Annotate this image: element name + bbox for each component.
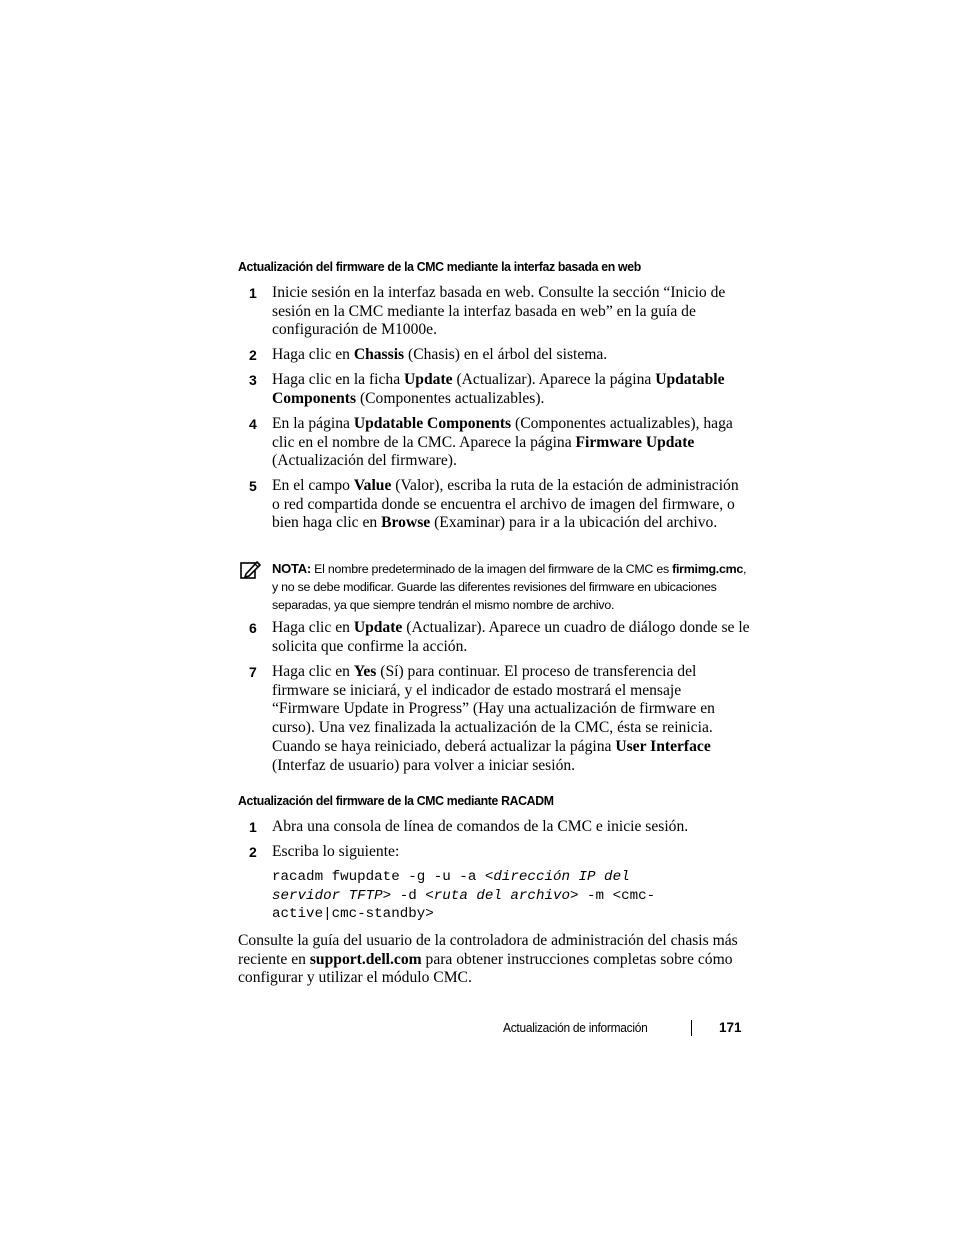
ui-term: Updatable Components [353, 415, 512, 432]
footer-divider [691, 1020, 692, 1036]
page-number: 171 [719, 1020, 742, 1035]
step-number: 7 [249, 664, 257, 680]
ui-term: Yes [353, 663, 377, 680]
note-text: NOTA: El nombre predeterminado de la imagen del firmware de la CMC es firmimg.cmc, y no se debe modificar. Guarde las diferentes revisiones del firmware en ubicaciones separadas, ya que siempre tendrán el mismo nombre de archivo. [272, 561, 747, 612]
step-number: 2 [249, 844, 257, 860]
note-pencil-icon [240, 560, 262, 580]
step-text: Abra una consola de línea de comandos de la CMC e inicie sesión. [272, 818, 689, 835]
ui-term: Value [353, 477, 392, 494]
ui-term: Chassis [353, 346, 405, 363]
step-number: 3 [249, 372, 257, 388]
step-number: 4 [249, 416, 257, 432]
ui-term: Browse [381, 514, 431, 532]
step-number: 1 [249, 285, 257, 301]
step-text: En la página Updatable Components (Componentes actualizables), haga clic en el nombre de la CMC. Aparece la página Firmware Update (Actualización del firmware). [272, 415, 733, 470]
step-number: 2 [249, 347, 257, 363]
command-code-block: racadm fwupdate -g -u -a <dirección IP del servidor TFTP> -d <ruta del archivo> -m <cmc- active|cmc-standby> [272, 869, 656, 923]
step-text: Haga clic en Yes (Sí) para continuar. El proceso de transferencia del firmware se iniciará, y el indicador de estado mostrará el mensaje “Firmware Update in Progress” (Hay una actualización de firmware en curso). Una vez finalizada la actualización de la CMC, ésta se reinicia. Cuando se haya reiniciado, deberá actualizar la página User Interface (Interfaz de usuario) para volver a iniciar sesión. [272, 663, 715, 774]
footer-section-title: Actualización de información [503, 1020, 648, 1035]
ui-term: Updatable Components [272, 371, 725, 407]
section-heading-web: Actualización del firmware de la CMC mediante la interfaz basada en web [238, 259, 641, 274]
step-text: Haga clic en Update (Actualizar). Aparece un cuadro de diálogo donde se le solicita que confirme la acción. [272, 619, 750, 655]
step-text: En el campo Value (Valor), escriba la ruta de la estación de administración o red compartida donde se encuentra el archivo de imagen del firmware, o bien haga clic en Browse (Examinar) para ir a la ubicación del archivo. [272, 477, 739, 532]
step-number: 1 [249, 819, 257, 835]
step-number: 5 [249, 478, 257, 494]
step-number: 6 [249, 620, 257, 636]
note-label: NOTA: [272, 561, 311, 576]
step-text: Inicie sesión en la interfaz basada en web. Consulte la sección “Inicio de sesión en la CMC mediante la interfaz basada en web” en la guía de configuración de M1000e. [272, 284, 726, 339]
file-name: firmimg.cmc [672, 562, 744, 576]
ui-term: Update [353, 619, 403, 636]
ui-term: Update [404, 371, 453, 388]
ui-term: Firmware Update [575, 433, 695, 451]
support-link: support.dell.com [309, 950, 422, 968]
step-text: Haga clic en la ficha Update (Actualizar). Aparece la página Updatable Components (Componentes actualizables). [272, 371, 725, 407]
step-text: Haga clic en Chassis (Chasis) en el árbol del sistema. [272, 346, 608, 363]
closing-paragraph: Consulte la guía del usuario de la controladora de administración del chasis más reciente en support.dell.com para obtener instrucciones completas sobre cómo configurar y utilizar el módulo CMC. [238, 932, 738, 987]
ui-term: User Interface [615, 737, 711, 755]
step-text: Escriba lo siguiente: [272, 843, 400, 860]
section-heading-racadm: Actualización del firmware de la CMC mediante RACADM [238, 793, 554, 808]
